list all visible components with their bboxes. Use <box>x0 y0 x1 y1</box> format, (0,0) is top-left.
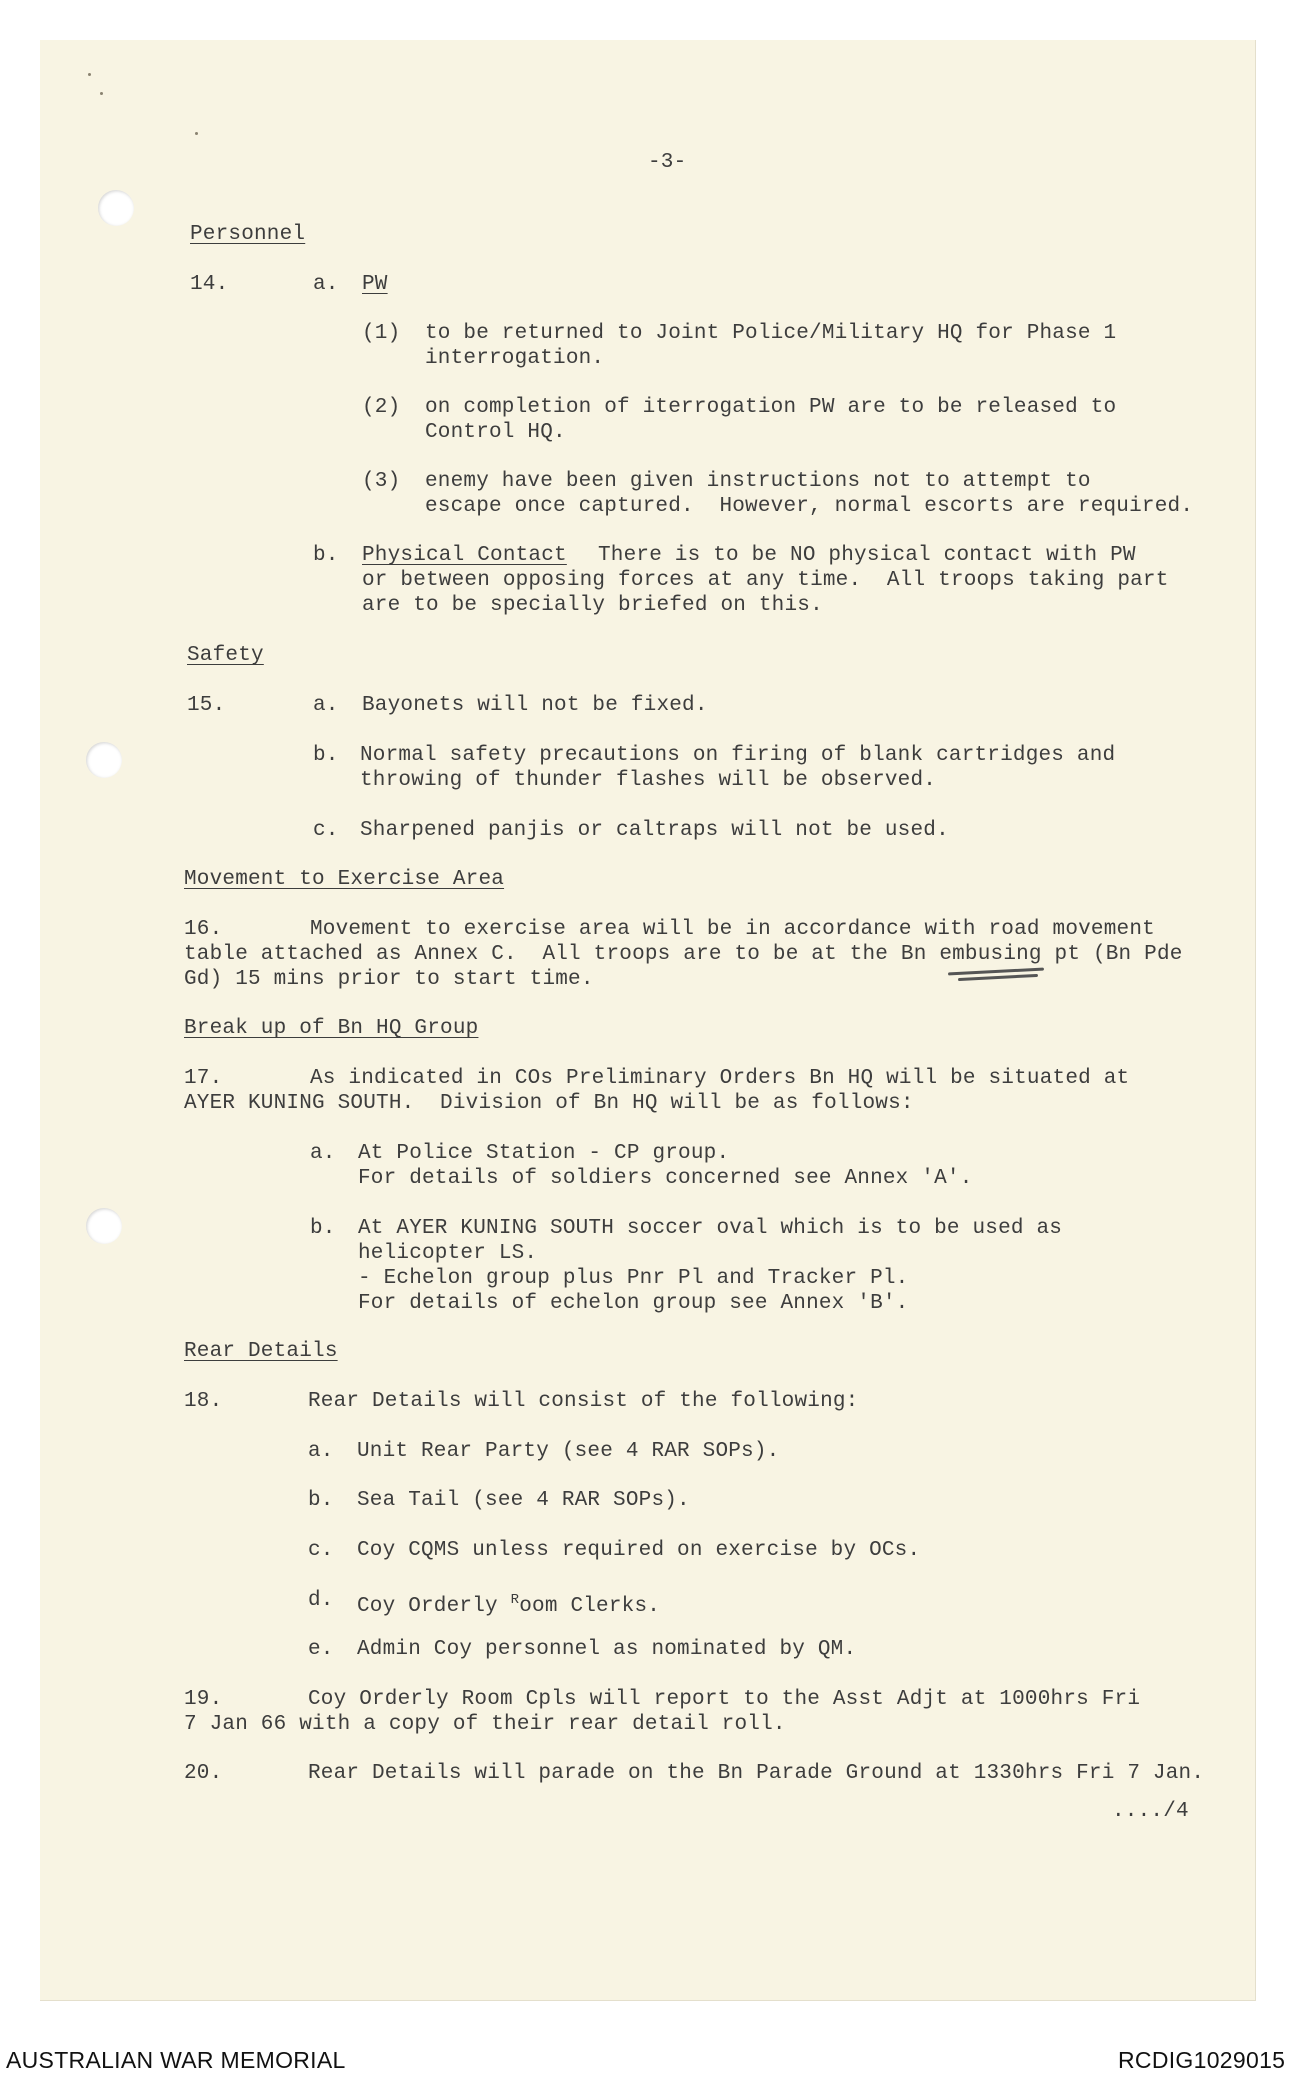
paragraph-text: AYER KUNING SOUTH. Division of Bn HQ will be as follows: <box>184 1092 914 1115</box>
item-marker: (3) <box>362 470 401 493</box>
item-text: on completion of iterrogation PW are to be released to <box>425 396 1117 419</box>
sub-marker: a. <box>313 694 339 717</box>
para-number: 17. <box>184 1067 223 1090</box>
sub-text: helicopter LS. <box>358 1242 538 1265</box>
section-heading-movement: Movement to Exercise Area <box>184 868 505 891</box>
sub-marker: b. <box>313 544 339 567</box>
item-marker: c. <box>308 1539 334 1562</box>
paragraph-text: Coy Orderly Room Cpls will report to the Asst Adjt at 1000hrs Fri <box>308 1688 1141 1711</box>
sub-text: throwing of thunder flashes will be observed. <box>360 769 937 792</box>
paragraph-text: or between opposing forces at any time. All troops taking part <box>362 569 1169 592</box>
paragraph-text: Movement to exercise area will be in accordance with road movement <box>310 918 1155 941</box>
sub-marker: b. <box>310 1217 336 1240</box>
sub-text: For details of soldiers concerned see Annex 'A'. <box>358 1167 973 1190</box>
section-heading-safety: Safety <box>187 644 264 667</box>
sub-marker: c. <box>313 819 339 842</box>
sub-text: At AYER KUNING SOUTH soccer oval which is to be used as <box>358 1217 1063 1240</box>
item-marker: d. <box>308 1589 334 1612</box>
page-number: -3- <box>648 151 687 174</box>
item-text: interrogation. <box>425 347 605 370</box>
item-text-superscript: R <box>510 1592 520 1608</box>
para-number: 20. <box>184 1762 223 1785</box>
punch-hole <box>98 190 134 226</box>
paragraph-text: As indicated in COs Preliminary Orders Bn HQ will be situated at <box>310 1067 1130 1090</box>
footer-source: AUSTRALIAN WAR MEMORIAL <box>6 2047 346 2073</box>
sub-title: Physical Contact <box>362 544 567 567</box>
paragraph-text: There is to be NO physical contact with PW <box>598 544 1136 567</box>
punch-hole <box>86 742 122 778</box>
item-marker: a. <box>308 1440 334 1463</box>
item-marker: e. <box>308 1638 334 1661</box>
paper-speck <box>88 73 91 76</box>
item-text: enemy have been given instructions not to attempt to <box>425 470 1091 493</box>
item-text: Admin Coy personnel as nominated by QM. <box>357 1638 857 1661</box>
item-text: Sea Tail (see 4 RAR SOPs). <box>357 1489 690 1512</box>
item-text: Unit Rear Party (see 4 RAR SOPs). <box>357 1440 780 1463</box>
paper-speck <box>195 132 198 135</box>
paper-speck <box>100 92 103 95</box>
sub-marker: a. <box>313 273 339 296</box>
item-text-part: oom Clerks. <box>519 1595 661 1618</box>
para-number: 18. <box>184 1390 223 1413</box>
sub-title: PW <box>362 273 388 296</box>
sub-text: Bayonets will not be fixed. <box>362 694 708 717</box>
sub-marker: b. <box>313 744 339 767</box>
sub-text: Sharpened panjis or caltraps will not be used. <box>360 819 949 842</box>
sub-text: Normal safety precautions on firing of blank cartridges and <box>360 744 1116 767</box>
sub-marker: a. <box>310 1142 336 1165</box>
paragraph-text: 7 Jan 66 with a copy of their rear detail roll. <box>184 1713 786 1736</box>
item-text: Control HQ. <box>425 421 566 444</box>
footer-id: RCDIG1029015 <box>1118 2047 1286 2073</box>
item-text: escape once captured. However, normal escorts are required. <box>425 495 1194 518</box>
punch-hole <box>86 1208 122 1244</box>
sub-text: For details of echelon group see Annex 'B'. <box>358 1292 909 1315</box>
paragraph-text: table attached as Annex C. All troops are to be at the Bn embusing pt (Bn Pde <box>184 943 1183 966</box>
para-number: 19. <box>184 1688 223 1711</box>
item-text <box>357 1588 660 1619</box>
section-heading-personnel: Personnel <box>190 223 306 246</box>
para-number: 16. <box>184 918 223 941</box>
paragraph-text: Gd) 15 mins prior to start time. <box>184 968 594 991</box>
item-text: to be returned to Joint Police/Military HQ for Phase 1 <box>425 322 1117 345</box>
item-marker: (2) <box>362 396 401 419</box>
continuation-marker: ..../4 <box>1112 1800 1189 1823</box>
paragraph-text: Rear Details will consist of the following: <box>308 1390 859 1413</box>
item-text: Coy CQMS unless required on exercise by OCs. <box>357 1539 921 1562</box>
para-number: 15. <box>187 694 226 717</box>
section-heading-breakup: Break up of Bn HQ Group <box>184 1017 479 1040</box>
paragraph-text: are to be specially briefed on this. <box>362 594 823 617</box>
para-number: 14. <box>190 273 229 296</box>
item-marker: b. <box>308 1489 334 1512</box>
paragraph-text: Rear Details will parade on the Bn Parade Ground at 1330hrs Fri 7 Jan. <box>308 1762 1205 1785</box>
item-marker: (1) <box>362 322 401 345</box>
sub-text: At Police Station - CP group. <box>358 1142 730 1165</box>
item-text-part: Coy Orderly <box>357 1595 511 1618</box>
section-heading-rear: Rear Details <box>184 1340 338 1363</box>
sub-text: - Echelon group plus Pnr Pl and Tracker Pl. <box>358 1267 909 1290</box>
